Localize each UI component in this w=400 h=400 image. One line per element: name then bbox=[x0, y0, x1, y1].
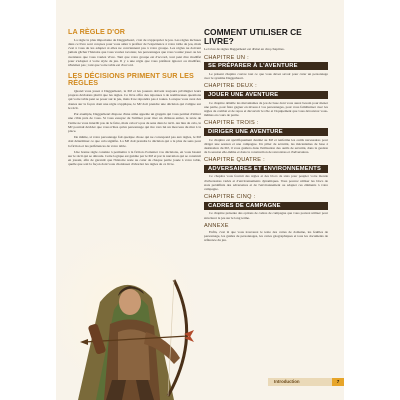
decisions-heading: LES DÉCISIONS PRIMENT SUR LES RÈGLES bbox=[68, 70, 194, 88]
right-column bbox=[204, 28, 328, 242]
how-to-use-intro: Le Livre de règles Daggerheart est divisé en cinq chapitres. bbox=[204, 47, 285, 52]
decisions-paragraph: De même, si votre personnage fait quelque chose qui ne correspond pas aux règles, le MJ doit déterminer ce que cela signifie. La MJ doit prendre la décision qui a le plus de sens pour la fiction et les préférences de votre table. bbox=[68, 135, 201, 148]
left-column bbox=[68, 28, 201, 168]
decisions-paragraph: Par exemple, Daggerheart dispose d'une arme appelée un grappin qui vous permet d'attirer une cible près de vous. Si vous essayez de l'utiliser pour tirer un château entier, le texte de l'arme ne vous interdit pas de le faire, mais cela n'a pas de sens dans le récit. Au lieu de cela, le MJ pourrait décider que vous n'êtes qu'un personnage qui tire vers lui un morceau du mur à la place. bbox=[68, 111, 201, 134]
chapter-description: Ce chapitre vous fournit des règles et des blocs de stats pour peupler votre monde d'adversaires variés et d'environnements dynamiques. Vous pouvez utiliser les blocs de stats prédéfinis des adversaires et de l'environnement ou adapter ces éléments à votre campagne. bbox=[204, 174, 328, 191]
chapter-title-bar: CADRES DE CAMPAGNE bbox=[204, 202, 328, 210]
chapter-label: CHAPITRE TROIS : bbox=[204, 120, 259, 127]
chapter-section bbox=[204, 194, 328, 219]
page-number: 7 bbox=[332, 378, 344, 386]
decisions-paragraph: Une bonne règle consiste à permettre à la fiction d'orienter vos décisions, en vous basant sur le récit qui se déroule. Cette logique est guidée par le MJ et par la narration qui se construit en jouant, afin de garantir que l'histoire reste au cœur de chaque partie jouée à votre table, quelle que soit la façon dont vous choisissez d'aborder les règles de ce livre. bbox=[68, 149, 201, 167]
chapter-label: CHAPITRE CINQ : bbox=[204, 194, 256, 201]
chapter-section bbox=[204, 83, 328, 117]
chapter-title-bar: ADVERSAIRES ET ENVIRONNEMENTS bbox=[204, 165, 328, 173]
chapter-label: CHAPITRE DEUX : bbox=[204, 83, 257, 90]
chapter-description: Le présent chapitre couvre tout ce que vous devez savoir pour créer un personnage avec le système Daggerheart. bbox=[204, 71, 328, 80]
document-page bbox=[56, 0, 344, 400]
chapter-section bbox=[204, 55, 328, 80]
annex-section bbox=[204, 223, 328, 242]
footer-section-label: Introduction bbox=[274, 379, 300, 384]
decisions-paragraph: Quand vous jouez à Daggerheart, le MJ et les joueurs doivent toujours privilégier leurs propres décisions plutôt que les règles. Ce livre offre des réponses à de nombreuses questions qui votre table peut se poser sur le jeu, mais il ne répondra pas à toutes. Lorsque vous avez des doutes sur la façon dont une règle s'applique, le MJ doit prendre une décision qui s'aligne sur le récit. bbox=[68, 88, 201, 111]
chapter-title-bar: DIRIGER UNE AVENTURE bbox=[204, 128, 328, 136]
golden-rule-heading: LA RÈGLE D'OR bbox=[68, 27, 126, 36]
annex-label: ANNEXE bbox=[204, 222, 229, 229]
chapter-description: Ce chapitre est spécifiquement destiné au MJ et renferme les outils nécessaires pour diriger une session et une campagne. Un pilier de sécurité, les mécanismes de base à destination du MJ, il vous guidera dans l'utilisation des outils de sécurité, dans la gestion de la session elle-même et dans la construction de rencontres et d'adversaires. bbox=[204, 137, 328, 154]
chapter-section bbox=[204, 157, 328, 191]
chapter-description: Ce chapitre présente des options de cadres de campagne que vous pouvez utiliser pour structurer le jeu sur le long terme. bbox=[204, 211, 328, 220]
chapter-title-bar: SE PRÉPARER À L'AVENTURE bbox=[204, 62, 328, 70]
chapter-label: CHAPITRE QUATRE : bbox=[204, 157, 265, 164]
chapter-section bbox=[204, 120, 328, 154]
chapter-title-bar: JOUER UNE AVENTURE bbox=[204, 91, 328, 99]
how-to-use-title: COMMENT UTILISER CE LIVRE? bbox=[204, 27, 302, 46]
page-footer bbox=[268, 378, 344, 386]
chapter-description: Ce chapitre détaille les mécanismes de jeu de base dont vous aurez besoin pour mener une partie, pour faire gagner en niveau à vos personnages, pour vous familiariser avec les règles de combat et de repos et découvrir le rôle et l'équipement que vous découvrez vous-mêmes en cours de partie. bbox=[204, 100, 328, 117]
golden-rule-paragraph: La règle la plus importante de Daggerheart, c'est de s'approprier le jeu. Les règles incluses dans ce livre sont conçues pour vous aider à profiter de l'expérience à votre table de jeu, mais c'est à vous de les adapter si elles ne conviennent pas à votre groupe. Les règles ne doivent jamais gâcher l'histoire que vous voulez raconter, les personnages que vous voulez jouer ou les aventures que vous voulez vivre. Tant que votre groupe est d'accord, tout peut être modifié pour s'adapter à votre style de jeu. Il y a une règle que vous préférez ignorer ou modifier, n'hésitez pas ; tant que votre table est d'accord. bbox=[68, 37, 201, 68]
ranger-illustration bbox=[56, 240, 206, 400]
chapter-label: CHAPITRE UN : bbox=[204, 54, 249, 61]
annex-description: Enfin, c'est là que vous trouverez le texte des cartes de domaine, les feuilles de personnage, les guides de personnages, les cartes géographiques et tous les documents de référence du jeu. bbox=[204, 229, 328, 242]
